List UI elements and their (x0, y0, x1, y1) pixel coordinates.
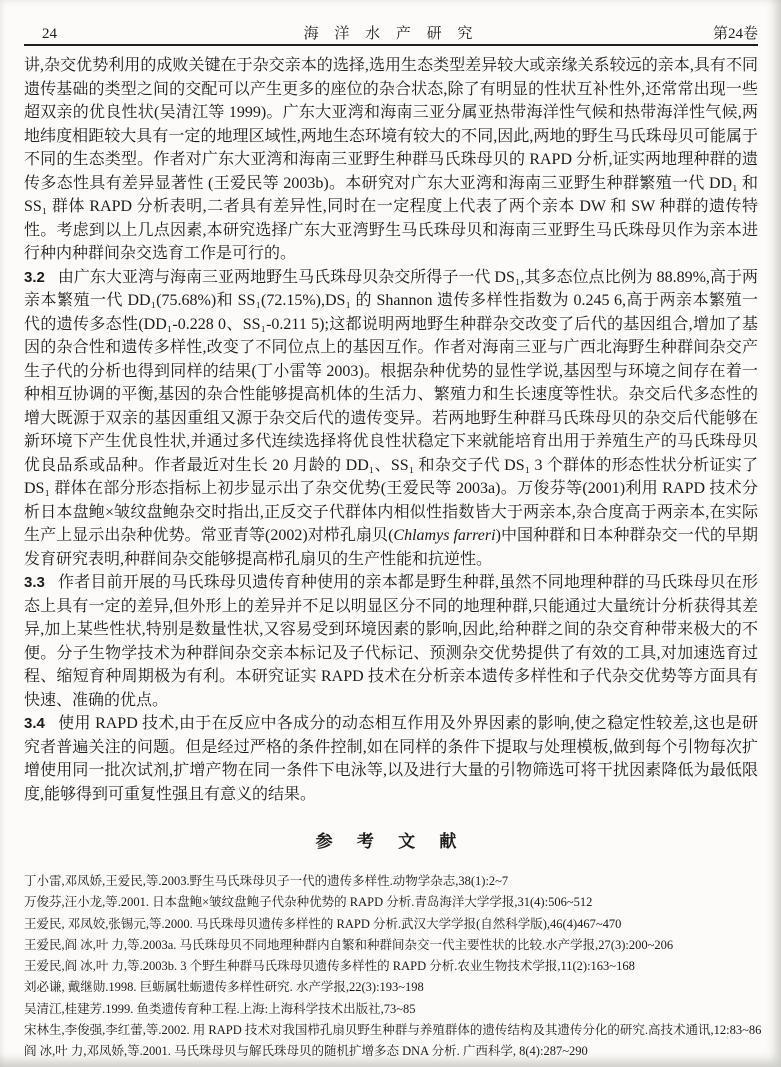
paragraph (24, 266, 758, 572)
references-list (24, 871, 762, 1063)
discussion-paragraphs (24, 54, 758, 806)
section-number: 3.3 (24, 574, 45, 591)
reference-item: 万俊芬,汪小龙,等.2001. 日本盘鲍×皱纹盘鲍子代杂种优势的 RAPD 分析.青岛海洋大学学报,31(4):506~512 (24, 895, 593, 910)
paragraph (24, 54, 758, 266)
page-content (24, 54, 762, 1063)
paragraph-text: 由广东大亚湾与海南三亚两地野生马氏珠母贝杂交所得子一代 DS₁,其多态位点比例为 88.89%,高于两亲本繁殖一代 DD₁(75.68%)和 SS₁(72.15%),DS₁ 的 Shannon 遗传多样性指数为 0.245 6,高于两亲本繁殖一代的遗传多态性(DD₁-0.228 0、SS₁-0.211 5);这都说明两地野生种群杂交改变了后代的基因组合,增加了基因的杂合性和遗传多样性,改变了不同位点上的基因互作。作者对海南三亚与广西北海野生种群间杂交产生子代的分析也得到同样的结果(丁小雷等 2003)。根据杂种优势的显性学说,基因型与环境之间存在着一种相互协调的平衡,基因的杂合性能够提高机体的生活力、繁殖力和生长速度等性状。杂交后代多态性的增大既源于双亲的基因重组又源于杂交后代的遗传变异。若两地野生种群马氏珠母贝的杂交后代能够在新环境下产生优良性状,并通过多代连续选择将优良性状稳定下来就能培育出用于养殖生产的马氏珠母贝优良品系或品种。作者最近对生长 20 月龄的 DD₁、SS₁ 和杂交子代 DS₁ 3 个群体的形态性状分析证实了 DS₁ 群体在部分形态指标上初步显示出了杂交优势(王爱民等 2003a)。万俊芬等(2001)利用 RAPD 技术分析日本盘鲍×皱纹盘鲍杂交时指出,正反交子代群体内相似性指数皆大于两亲本,杂合度高于两亲本,在实际生产上显示出杂种优势。常亚青等(2002)对栉孔扇贝( (24, 268, 758, 544)
reference-item: 刘必谦, 戴继勋.1998. 巨蛎属牡蛎遗传多样性研究. 水产学报,22(3):193~198 (24, 980, 424, 995)
paragraph-text: 使用 RAPD 技术,由于在反应中各成分的动态相互作用及外界因素的影响,使之稳定性较差,这也是研究者普遍关注的问题。但是经过严格的条件控制,如在同样的条件下提取与处理模板,做到每个引物每次扩增使用同一批次试剂,扩增产物在同一条件下电泳等,以及进行大量的引物筛选可将干扰因素降低为最低限度,能够得到可重复性强且有意义的结果。 (24, 715, 758, 803)
paragraph (24, 712, 758, 806)
reference-item: 王爱民, 邓凤姣,张锡元,等.2000. 马氏珠母贝遗传多样性的 RAPD 分析.武汉大学学报(自然科学版),46(4)467~470 (24, 916, 622, 931)
header-rule (24, 44, 758, 46)
section-number: 3.4 (24, 715, 45, 732)
species-name: Chlamys farreri (393, 527, 496, 544)
page-number: 24 (42, 26, 57, 42)
section-number: 3.2 (24, 268, 45, 286)
paragraph-text: 讲,杂交优势利用的成败关键在于杂交亲本的选择,选用生态类型差异较大或亲缘关系较远的亲本,具有不同遗传基础的类型之间的交配可以产生更多的座位的杂合状态,除了有明显的性状互补性外,还常常出现一些超双亲的优良性状(吴清江等 1999)。广东大亚湾和海南三亚分属亚热带海洋性气候和热带海洋性气候,两地纬度相距较大具有一定的地理区域性,两地生态环境有较大的不同,因此,两地的野生马氏珠母贝可能属于不同的生态类型。作者对广东大亚湾和海南三亚野生种群马氏珠母贝的 RAPD 分析,证实两地理种群的遗传多态性具有差异显著性 (王爱民等 2003b)。本研究对广东大亚湾和海南三亚野生种群繁殖一代 DD₁ 和 SS₁ 群体 RAPD 分析表明,二者具有差异性,同时在一定程度上代表了两个亲本 DW 和 SW 种群的遗传特性。考虑到以上几点因素,本研究选择广东大亚湾野生马氏珠母贝和海南三亚野生马氏珠母贝作为亲本进行种内种群间杂交选育工作是可行的。 (24, 57, 758, 262)
paragraph-text: 作者目前开展的马氏珠母贝遗传育种使用的亲本都是野生种群,虽然不同地理种群的马氏珠母贝在形态上具有一定的差异,但外形上的差异并不足以明显区分不同的地理种群,只能通过大量统计分析获得其差异,加上某些性状,特别是数量性状,又容易受到环境因素的影响,因此,给种群之间的杂交育种带来极大的不便。分子生物学技术为种群间杂交亲本标记及子代标记、预测杂交优势提供了有效的工具,对加速选育过程、缩短育种周期极为有利。本研究证实 RAPD 技术在分析亲本遗传多样性和子代杂交优势等方面具有快速、准确的优点。 (24, 574, 758, 709)
reference-item: 王爱民,阎 冰,叶 力,等.2003a. 马氏珠母贝不同地理种群内自繁和种群间杂交一代主要性状的比较.水产学报,27(3):200~206 (24, 937, 674, 952)
paragraph-text: )中国种群和日本种群杂交一代的早期发育研究表明,种群间杂交能够提高栉孔扇贝的生产性能和抗逆性。 (24, 527, 758, 568)
volume-label: 第24卷 (712, 26, 758, 42)
reference-item: 王爱民,阎 冰,叶 力,等.2003b. 3 个野生种群马氏珠母贝遗传多样性的 RAPD 分析.农业生物技术学报,11(2):163~168 (24, 959, 635, 974)
reference-item: 阎 冰,叶 力,邓凤娇,等.2001. 马氏珠母贝与解氏珠母贝的随机扩增多态 DNA 分析. 广西科学, 8(4):287~290 (24, 1044, 588, 1059)
reference-item: 吴清江,桂建芳.1999. 鱼类遗传育种工程.上海:上海科学技术出版社,73~85 (24, 1001, 416, 1016)
page-header (24, 22, 758, 43)
reference-item: 宋林生,李俊强,李红蕾,等.2002. 用 RAPD 技术对我国栉孔扇贝野生种群与养殖群体的遗传结构及其遗传分化的研究.高技术通讯,12:83~86 (24, 1023, 762, 1038)
references-heading: 参 考 文 献 (315, 832, 467, 851)
reference-item: 丁小雷,邓凤娇,王爱民,等.2003.野生马氏珠母贝子一代的遗传多样性.动物学杂志,38(1):2~7 (24, 874, 509, 888)
paragraph (24, 571, 758, 712)
journal-title: 海 洋 水 产 研 究 (303, 26, 479, 42)
